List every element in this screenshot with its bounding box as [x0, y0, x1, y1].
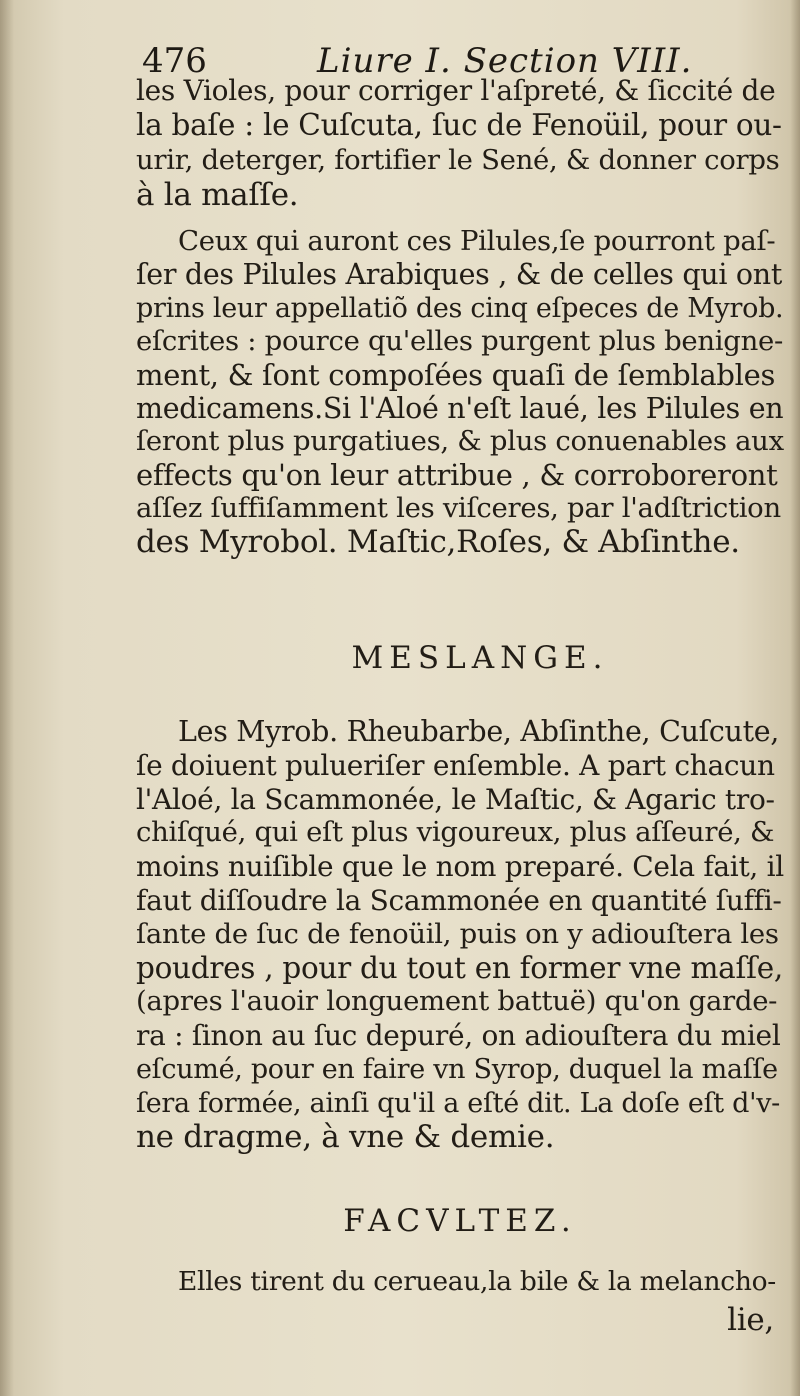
text-line: eſcumé, pour en faire vn Syrop, duquel la maſſe: [136, 1053, 778, 1085]
text-line: Les Myrob. Rheubarbe, Abſinthe, Cuſcute,: [178, 715, 780, 748]
text-line: des Myrobol. Maſtic,Roſes, & Abſinthe.: [136, 523, 740, 560]
text-line: (apres l'auoir longuement battuë) qu'on garde-: [136, 985, 778, 1018]
text-line: à la maſſe.: [136, 177, 299, 213]
section-heading-meslange: MESLANGE.: [351, 640, 609, 676]
text-line: Ceux qui auront ces Pilules,ſe pourront paſ-: [178, 225, 776, 257]
text-line: ne dragme, à vne & demie.: [136, 1118, 555, 1155]
text-line: poudres , pour du tout en former vne maſſe,: [136, 950, 783, 985]
text-line: chiſqué, qui eſt plus vigoureux, plus aſſeuré, &: [136, 816, 775, 849]
page-number: 476: [142, 41, 207, 81]
text-line: la baſe : le Cuſcuta, ſuc de Fenoüil, pour ou-: [136, 108, 782, 142]
text-line: les Violes, pour corriger l'aſpreté, & ſiccité de: [136, 74, 776, 107]
text-line: faut diſſoudre la Scammonée en quantité ſuffi-: [136, 883, 782, 917]
text-line: l'Aloé, la Scammonée, le Maſtic, & Agaric tro-: [136, 782, 775, 816]
text-line: moins nuiſible que le nom preparé. Cela fait, il: [136, 850, 784, 884]
paragraph-pilules: [136, 225, 784, 559]
text-line: medicamens.Si l'Aloé n'eſt laué, les Pilules en: [136, 391, 784, 425]
text-line: lie,: [727, 1302, 774, 1338]
page-gutter-shadow: [0, 0, 14, 1396]
paragraph-facultez: [136, 1263, 784, 1339]
text-line: ſante de ſuc de fenoüil, puis on y adiouſtera les: [136, 917, 779, 950]
text-line: ment, & ſont compoſées quaſi de ſemblables: [136, 357, 776, 392]
text-line: prins leur appellatiõ des cinq eſpeces de Myrob.: [136, 292, 784, 324]
text-line: ſeront plus purgatiues, & plus conuenables aux: [136, 425, 784, 458]
text-line: ſe doiuent pulueriſer enſemble. A part chacun: [136, 748, 775, 782]
text-line: aſſez ſuffiſamment les viſceres, par l'adſtriction: [136, 492, 781, 525]
running-title: Liure I. Section VIII.: [317, 41, 693, 81]
text-line: Elles tirent du cerueau,la bile & la melancho-: [178, 1266, 776, 1297]
text-line: eſcrites : pource qu'elles purgent plus benigne-: [136, 325, 783, 358]
text-line: ra : ſinon au ſuc depuré, on adiouſtera du miel: [136, 1019, 781, 1053]
text-line: urir, deterger, fortifier le Sené, & donner corps: [136, 144, 780, 176]
paragraph-continuation: [136, 73, 784, 213]
paragraph-meslange: [136, 715, 784, 1154]
text-line: ſera formée, ainſi qu'il a eſté dit. La doſe eſt d'v-: [136, 1087, 781, 1119]
page-edge-shadow: [790, 0, 800, 1396]
text-line: effects qu'on leur attribue , & corroboreront: [136, 457, 778, 492]
text-line: ſer des Pilules Arabiques , & de celles qui ont: [136, 258, 782, 292]
section-heading-facultez: FACVLTEZ.: [343, 1203, 577, 1239]
